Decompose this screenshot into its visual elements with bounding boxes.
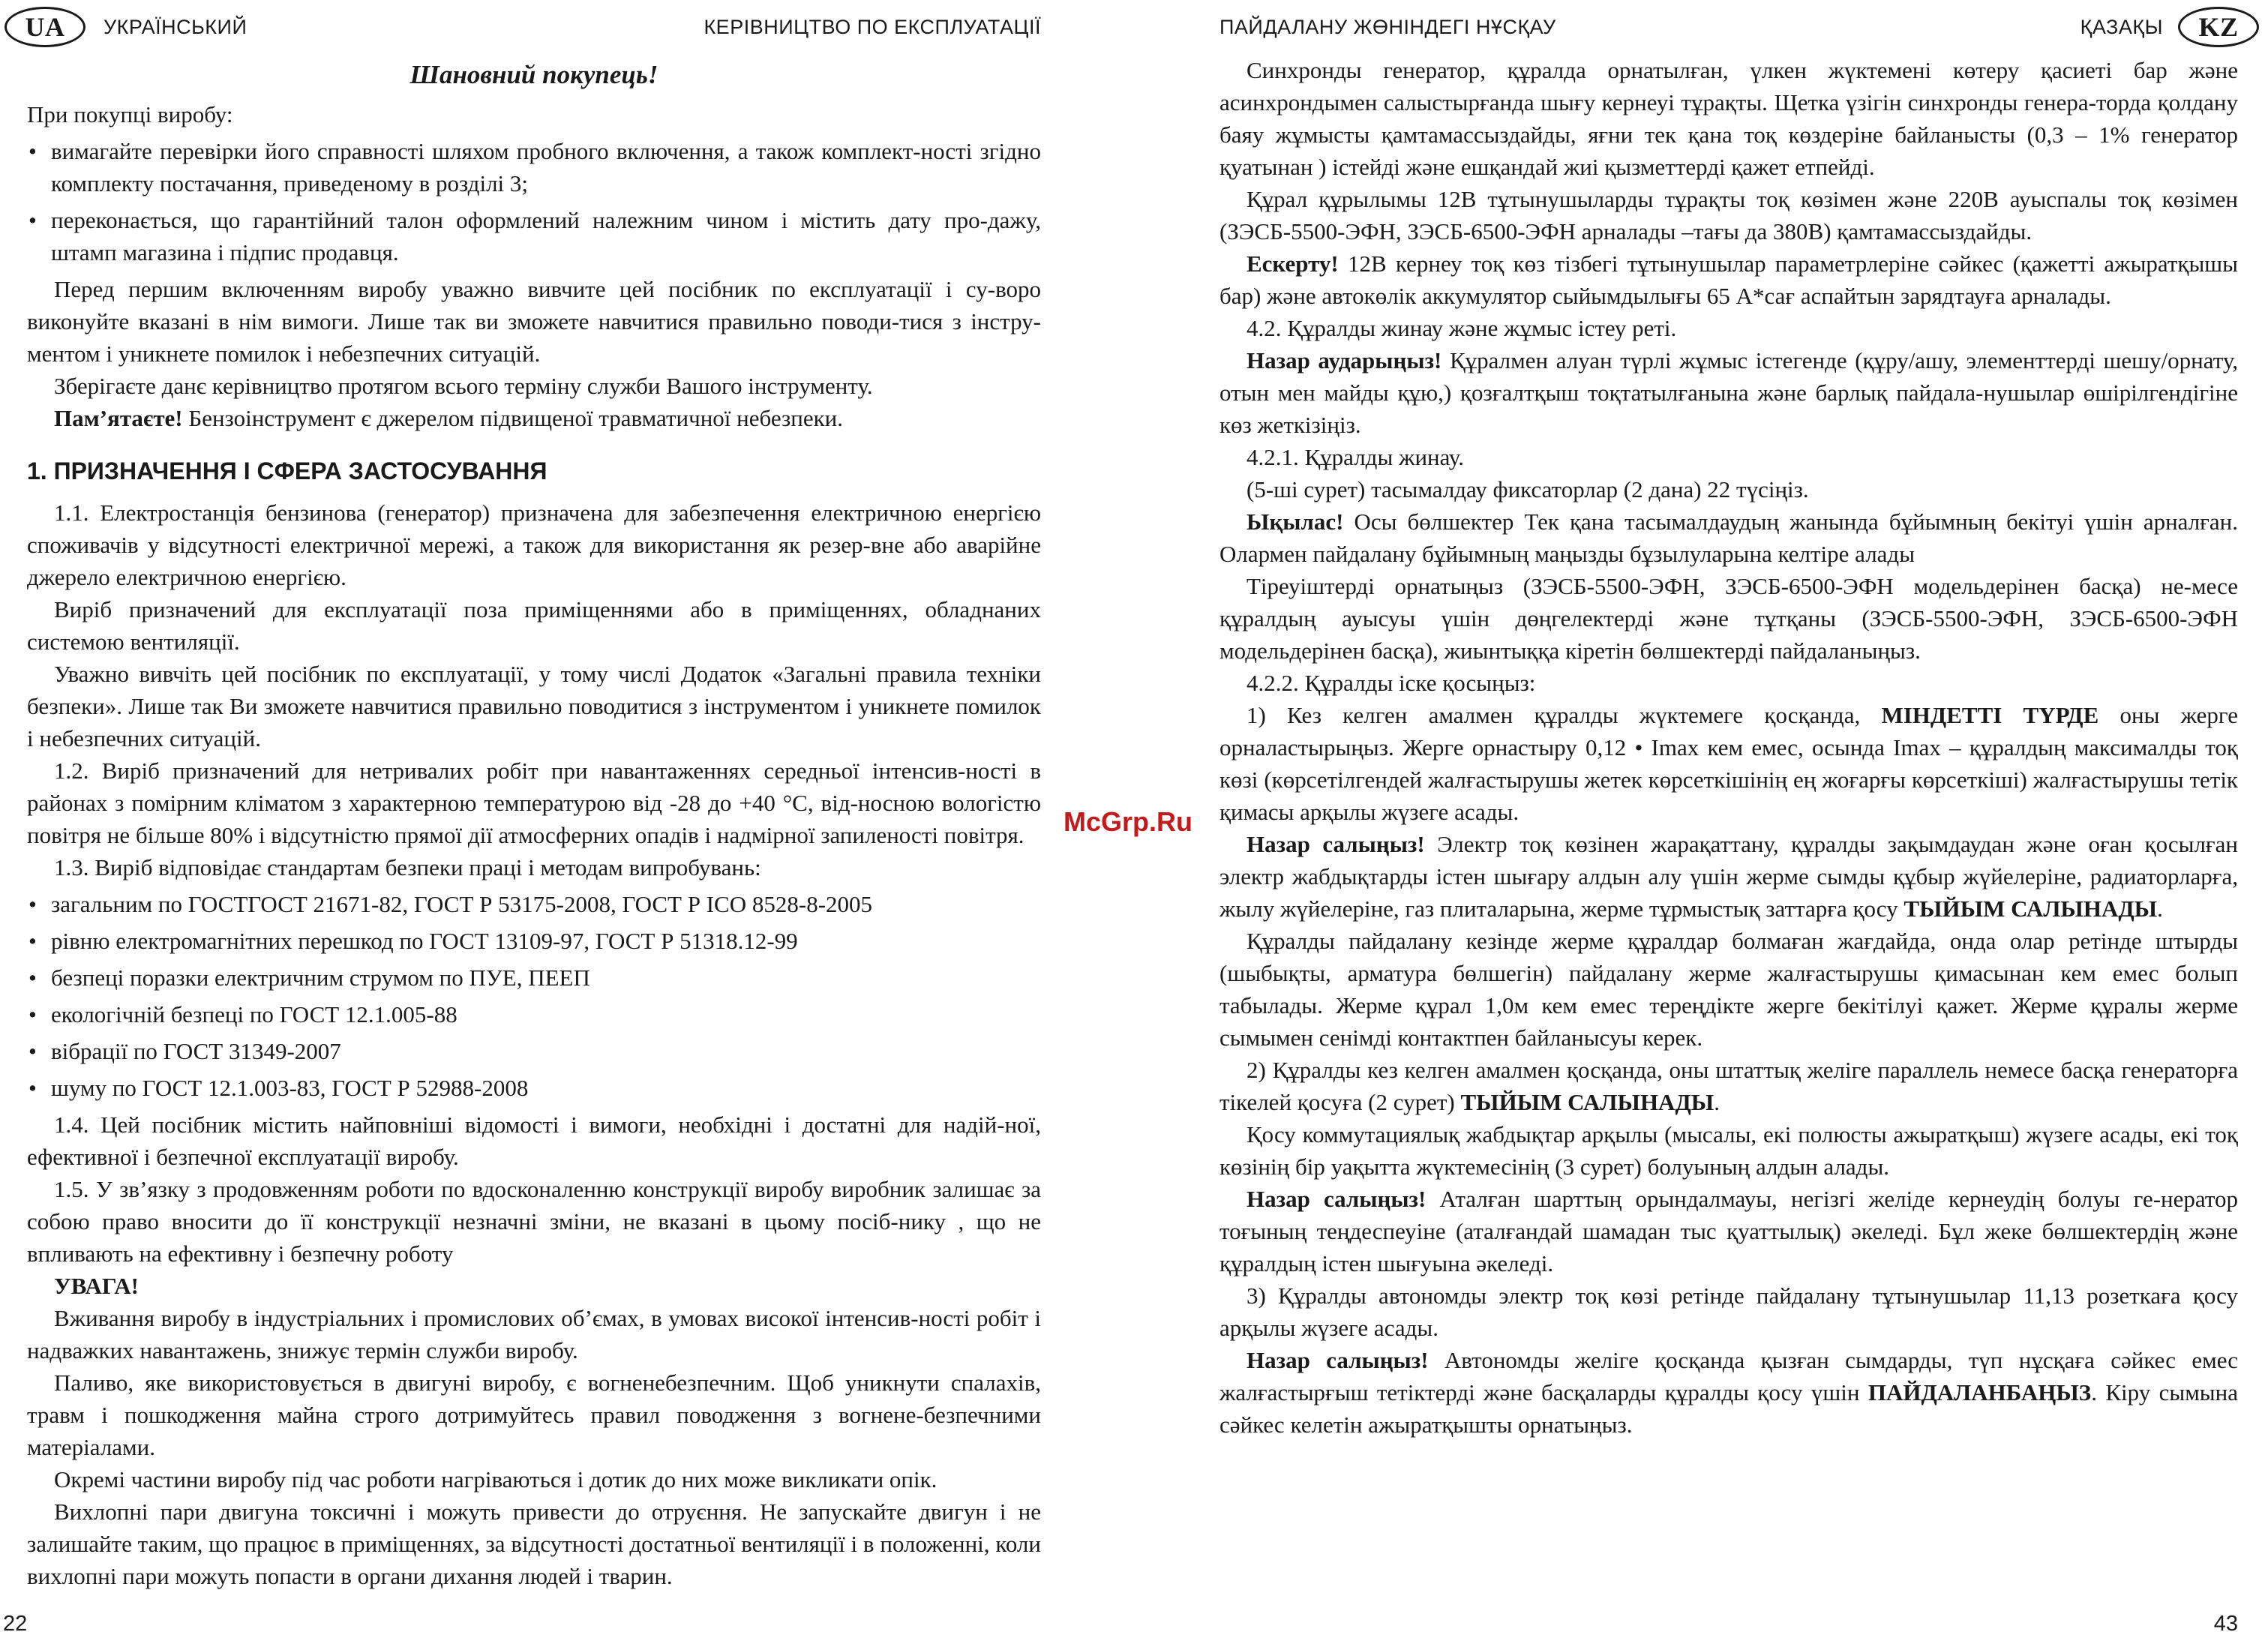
warning-label: Ескерту! (1246, 250, 1339, 277)
list-item: • вимагайте перевірки його справності шляхом пробного включення, а також комплект-ності згідно комплекту постачання, приведеному в розділі 3; (27, 135, 1041, 200)
attention-label: Назар аударыңыз! (1246, 347, 1442, 374)
text-run: . (1714, 1089, 1720, 1115)
attention-label: Назар салыңыз! (1246, 1347, 1429, 1373)
paragraph: Зберігаєте данє керівництво протягом всього терміну служби Вашого інструменту. (54, 373, 873, 399)
page-body-right (1220, 54, 2238, 1441)
page-number-left: 22 (3, 1612, 28, 1636)
list-item: • шуму по ГОСТ 12.1.003-83, ГОСТ Р 52988-2008 (27, 1072, 1041, 1104)
paragraph: 1.2. Виріб призначений для нетривалих робіт при навантаженнях середньої інтенсив-ності в районах з помірним кліматом з характерною температурою від -28 до +40 °С, від-носною вологістю повітря не більше 80% і відсутністю прямої дії атмосферних опадів і надмірної запиленості повітря. (27, 758, 1041, 848)
greeting: Шановний покупець! (410, 60, 658, 89)
paragraph: Вихлопні пари двигуна токсичні і можуть привести до отруєння. Не запускайте двигун і не залишайте таким, що працює в приміщеннях, за відсутності достатньої вентиляції і в положенні, коли вихлопні пари можуть попасти в органи дихання людей і тварин. (27, 1498, 1041, 1589)
attention-label: Назар салыңыз! (1246, 831, 1425, 857)
paragraph-attention (1220, 1344, 2238, 1441)
list-item: • переконається, що гарантійний талон оформлений належним чином і містить дату про-дажу, штамп магазина і підпис продавця. (27, 204, 1041, 268)
paragraph: 1.4. Цей посібник містить найповніші відомості і вимоги, необхідні і достатні для надій-ної, ефективної і безпечної експлуатації виробу. (27, 1112, 1041, 1170)
header-manual-title: КЕРІВНИЦТВО ПО ЕКСПЛУАТАЦІЇ (704, 15, 1041, 38)
list-item: • вібрації по ГОСТ 31349-2007 (27, 1035, 1041, 1067)
attention-text: Осы бөлшектер Тек қана тасымалдаудың жанында бұйымның бекітуі үшін арналған. Олармен пайдалану бұйымның маңызды бұзылуларына келтіре алады (1220, 508, 2238, 567)
paragraph-warning (1220, 248, 2238, 312)
header-manual-title: ПАЙДАЛАНУ ЖӨНІНДЕГІ НҰСҚАУ (1220, 15, 1556, 38)
attention-label: Назар салыңыз! (1246, 1186, 1426, 1212)
paragraph: 1.1. Електростанція бензинова (генератор) призначена для забезпечення електричною енергією споживачів у відсутності електричної мережі, а також для використання як резер-вне або аварійне джерело електричною енергією. (27, 500, 1041, 590)
paragraph: 3) Құралды автономды электр тоқ көзі ретінде пайдалану тұтынушылар 11,13 розеткаға қосу арқылы жүзеге асады. (1220, 1282, 2238, 1341)
page-header-left (27, 0, 1041, 54)
text-run: . Кіру сымына сәйкес келетін ажыратқышты орнатыңыз. (1220, 1379, 2238, 1438)
paragraph: Синхронды генератор, құралда орнатылған, үлкен жүктемені көтеру қасиеті бар және асинхрондымен салыстырғанда шығу кернеуі тұрақты. Щетка үзігін синхронды генера-торда қолдану баяу жұмысты қамтамассыздайды, яғни тек қана тоқ көздеріне байланысты (0,3 – 1% генератор қуатынан ) істейді және ешқандай жиі қызметтерді қажет етпейді. (1220, 57, 2238, 180)
paragraph: Виріб призначений для експлуатації поза приміщеннями або в приміщеннях, обладнаних системою вентиляції. (27, 596, 1041, 655)
paragraph: Перед першим включенням виробу уважно вивчите цей посібник по експлуатації і су-воро виконуйте вказані в нім вимоги. Лише так ви зможете навчитися правильно поводи-тися з інстру-ментом і уникнете помилок і небезпечних ситуацій. (27, 276, 1041, 367)
paragraph: (5-ші сурет) тасымалдау фиксаторлар (2 дана) 22 түсіңіз. (1246, 476, 1809, 502)
paragraph-attention (1220, 506, 2238, 570)
paragraph-purchase: При покупці виробу: (27, 101, 233, 128)
paragraph: 4.2.1. Құралды жинау. (1246, 444, 1464, 470)
header-language-label: УКРАЇНСЬКИЙ (104, 15, 248, 38)
watermark-text: McGrp.Ru (1064, 806, 1193, 837)
text-run: 1) Кез келген амалмен құралды жүктемеге қосқанда, (1246, 702, 1882, 728)
remember-label: Пам’ятаєте! (54, 405, 183, 431)
paragraph: 1.5. У зв’язку з продовженням роботи по вдосконаленню конструкції виробу виробник залишає за собою право вносити до її конструкції незначні зміни, не вказані в цьому посіб-нику , що не впливають на ефективну і безпечну роботу (27, 1176, 1041, 1267)
list-item: • загальним по ГОСТГОСТ 21671-82, ГОСТ Р 53175-2008, ГОСТ Р ІСО 8528-8-2005 (27, 888, 1041, 920)
page-number-right: 43 (2213, 1612, 2238, 1636)
section-title: 1. ПРИЗНАЧЕННЯ І СФЕРА ЗАСТОСУВАННЯ (27, 458, 548, 484)
paragraph: Құрал құрылымы 12В тұтынушыларды тұрақты тоқ көзімен және 220В ауыспалы тоқ көзімен (ЗЭСБ-5500-ЭФН, ЗЭСБ-6500-ЭФН арналады –тағы да 380В) қамтамассыздайды. (1220, 186, 2238, 244)
attention-text: Автономды желіге қосқанда қызған сымдарды, түп нұсқаға сәйкес емес жалғастырғыш тетіктерді және басқаларды құралды қосу үшін (1220, 1347, 2238, 1406)
paragraph: 4.2.2. Құралды іске қосыңыз: (1246, 670, 1536, 696)
list-item: • екологічній безпеці по ГОСТ 12.1.005-88 (27, 998, 1041, 1030)
paragraph: Уважно вивчіть цей посібник по експлуатації, у тому числі Додаток «Загальні правила техніки безпеки». Лише так Ви зможете навчитися правильно поводитися з інструментом і уникнете помилок і небезпечних ситуацій. (27, 661, 1041, 752)
remember-text: Бензоінструмент є джерелом підвищеної травматичної небезпеки. (182, 405, 844, 431)
paragraph: Құралды пайдалану кезінде жерме құралдар болмаған жағдайда, онда олар ретінде штырды (шыбықты, арматура бөлшегін) пайдалану жерме жалғастырушы қимасынан кем емес болып табылады. Жерме құрал 1,0м кем емес тереңдікте жерге бекітілуі қажет. Жерме құралы жерме сымымен сенімді контактпен байланысуы керек. (1220, 928, 2238, 1051)
paragraph-remember (27, 402, 1041, 434)
list-item: • рівню електромагнітних перешкод по ГОСТ 13109-97, ГОСТ Р 51318.12-99 (27, 925, 1041, 957)
emphasis-text: ПАЙДАЛАНБАҢЫЗ (1868, 1379, 2092, 1406)
paragraph-grounding (1220, 699, 2238, 828)
attention-text: Аталған шарттың орындалмауы, негізгі желіде кернеудің болуы ге-нератор тоғының теңдеспеуіне (аталғандай шамадан тыс қуаттылық) әкеледі. Бұл жеке бөлшектердің және құралдың істен шығуына әкеледі. (1220, 1186, 2238, 1276)
page-header-right (1220, 0, 2238, 54)
emphasis-text: ТЫЙЫМ САЛЫНАДЫ (1460, 1089, 1714, 1115)
emphasis-text: МІНДЕТТІ ТҮРДЕ (1881, 702, 2099, 728)
paragraph-attention (1220, 828, 2238, 925)
attention-text: Электр тоқ көзінен жарақаттану, құралды зақымдаудан және оған қосылған электр жабдықтарды істен шығару алдын алу үшін жерме сымды құбыр жүйелеріне, радиаторларға, жылу жүйелеріне, газ плиталарына, жерме тұрмыстық заттарға қосу (1220, 831, 2238, 922)
paragraph: Қосу коммутациялық жабдықтар арқылы (мысалы, екі полюсты ажыратқыш) жүзеге асады, екі тоқ көзінің бір уақытта жүктемесінің (3 сурет) болуының алдын алады. (1220, 1121, 2238, 1180)
list-item: • безпеці поразки електричним струмом по ПУЕ, ПЕЕП (27, 962, 1041, 994)
warning-text: 12В кернеу тоқ көз тізбегі тұтынушылар параметрлеріне сәйкес (қажетті ажыратқышы бар) және автокөлік аккумулятор сыйымдылығы 65 А*сағ аспайтын зарядтауға арналады. (1220, 250, 2238, 309)
paragraph: 4.2. Құралды жинау және жұмыс істеу реті. (1246, 315, 1677, 341)
page-body-left (27, 58, 1041, 1592)
text-run: 2) Құралды кез келген амалмен қосқанда, оны штаттық желіге параллель немесе басқа генераторға тікелей қосуға (2 сурет) (1220, 1057, 2238, 1115)
header-language-label: ҚАЗАҚЫ (2080, 15, 2163, 38)
text-run: . (2157, 896, 2163, 922)
paragraph-attention (1220, 1183, 2238, 1280)
language-badge-ua: UA (4, 7, 86, 47)
paragraph: Паливо, яке використовується в двигуні виробу, є вогненебезпечним. Щоб уникнути спалахів, травм і пошкодження майна строго дотримуйтесь правил поводження з вогнене-безпечними матеріалами. (27, 1370, 1041, 1460)
language-badge-kz: KZ (2178, 7, 2259, 47)
text-run: оны жерге орналастырыңыз. Жерге орнастыру 0,12 • Imax кем емес, осында Imax – құралдың максималды тоқ көзі (көрсетілгендей жалғастырушы жетек көрсеткішінің ең жоғарғы көрсеткіші) жалғастырушы тетік қимасы арқылы жүзеге асады. (1220, 702, 2238, 825)
page-right (1134, 0, 2268, 1644)
emphasis-text: ТЫЙЫМ САЛЫНАДЫ (1904, 896, 2158, 922)
warning-label: УВАГА! (54, 1273, 139, 1299)
paragraph: 1.3. Виріб відповідає стандартам безпеки праці і методам випробувань: (54, 854, 761, 880)
paragraph-attention (1220, 344, 2238, 441)
attention-label: Ықылас! (1246, 508, 1344, 535)
attention-text: Құралмен алуан түрлі жұмыс істегенде (құру/ашу, элементтерді шешу/орнату, отын мен майды құю,) қозғалтқыш тоқтатылғанына және барлық пайдала-нушылар өшірілгендігіне көз жеткізіңіз. (1220, 347, 2238, 438)
paragraph: Вживання виробу в індустріальних і промислових об’ємах, в умовах високої інтенсив-ності робіт і надважких навантажень, знижує термін служби виробу. (27, 1305, 1041, 1364)
paragraph: Окремі частини виробу під час роботи нагріваються і дотик до них може викликати опік. (54, 1466, 938, 1492)
paragraph: Тіреуіштерді орнатыңыз (ЗЭСБ-5500-ЭФН, ЗЭСБ-6500-ЭФН модельдерінен басқа) не-месе құралдың ауысуы үшін дөңгелектерді және тұтқаны (ЗЭСБ-5500-ЭФН, ЗЭСБ-6500-ЭФН модельдерінен басқа), жиынтыққа кіретін бөлшектерді пайдаланыңыз. (1220, 573, 2238, 664)
paragraph-parallel (1220, 1054, 2238, 1118)
